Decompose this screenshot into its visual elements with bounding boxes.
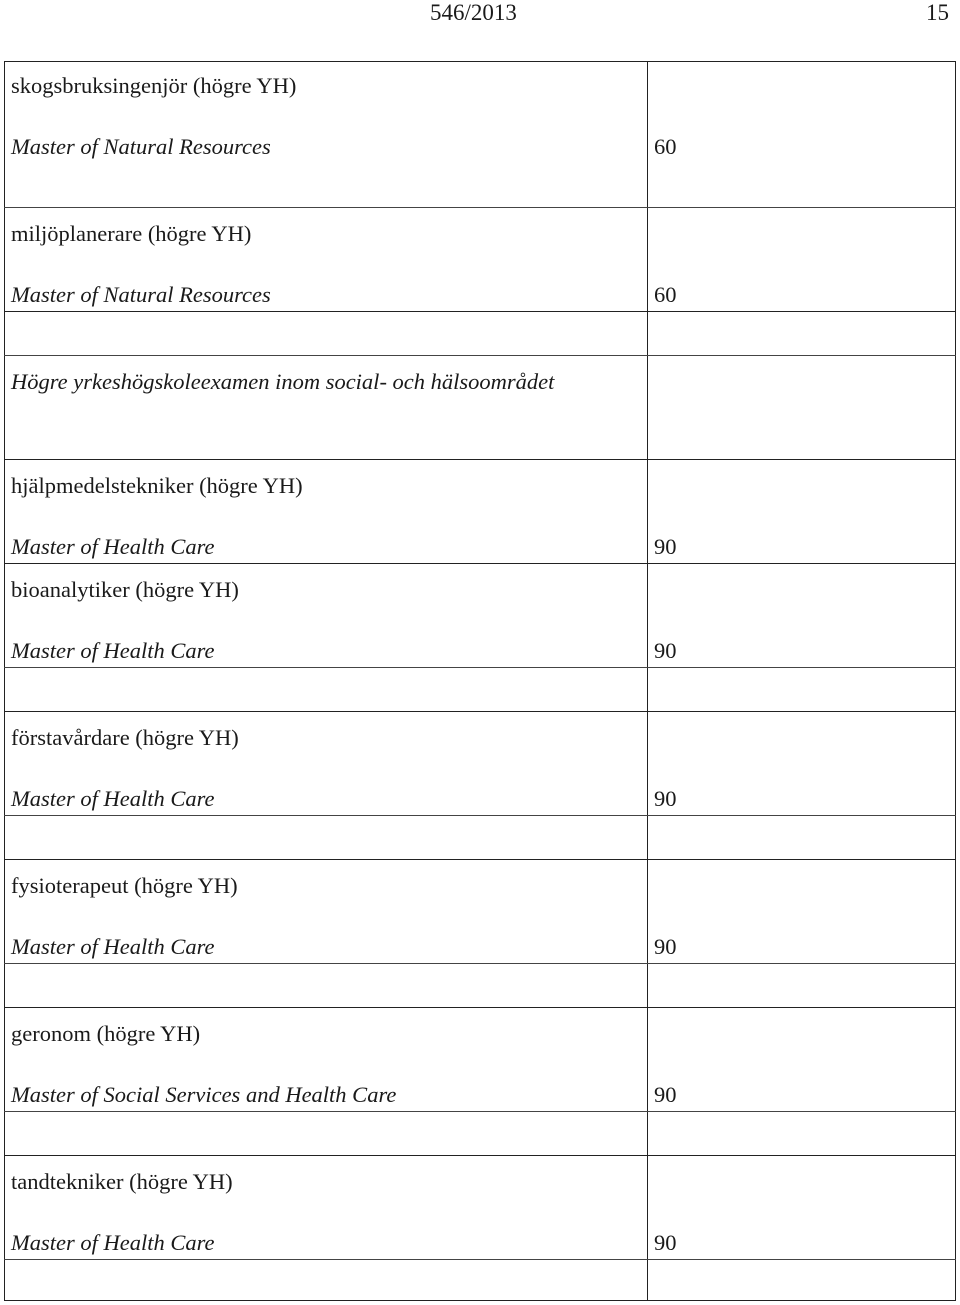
degree-name: Master of Health Care [11, 638, 215, 663]
credits-value: 60 [654, 134, 677, 159]
page-number: 15 [926, 0, 949, 25]
row-divider [4, 1007, 956, 1008]
occupation-title: geronom (högre YH) [11, 1021, 201, 1046]
degree-name: Master of Natural Resources [11, 282, 271, 307]
credits-value: 90 [654, 1230, 677, 1255]
credits-value: 90 [654, 534, 677, 559]
table-border-right [955, 61, 956, 1301]
row-divider [4, 1155, 956, 1156]
credits-value: 90 [654, 1082, 677, 1107]
occupation-title: miljöplanerare (högre YH) [11, 221, 252, 246]
document-number: 546/2013 [430, 0, 517, 25]
row-divider [4, 667, 956, 668]
degree-table [4, 61, 956, 1301]
row-divider [4, 563, 956, 564]
section-heading: Högre yrkeshögskoleexamen inom social- och hälsoområdet [11, 369, 555, 394]
row-divider [4, 459, 956, 460]
occupation-title: bioanalytiker (högre YH) [11, 577, 239, 602]
degree-name: Master of Health Care [11, 934, 215, 959]
occupation-title: förstavårdare (högre YH) [11, 725, 239, 750]
row-divider [4, 963, 956, 964]
page-header [0, 0, 960, 40]
table-border-bottom [4, 1300, 956, 1301]
credits-value: 90 [654, 786, 677, 811]
occupation-title: tandtekniker (högre YH) [11, 1169, 233, 1194]
degree-name: Master of Health Care [11, 1230, 215, 1255]
row-divider [4, 311, 956, 312]
row-divider [4, 859, 956, 860]
table-border-top [4, 61, 956, 62]
degree-name: Master of Natural Resources [11, 134, 271, 159]
row-divider [4, 1111, 956, 1112]
credits-value: 90 [654, 934, 677, 959]
row-divider [4, 815, 956, 816]
occupation-title: fysioterapeut (högre YH) [11, 873, 238, 898]
credits-value: 60 [654, 282, 677, 307]
degree-name: Master of Health Care [11, 786, 215, 811]
column-divider [647, 61, 648, 1301]
occupation-title: skogsbruksingenjör (högre YH) [11, 73, 297, 98]
degree-name: Master of Health Care [11, 534, 215, 559]
row-divider [4, 1259, 956, 1260]
degree-name: Master of Social Services and Health Care [11, 1082, 397, 1107]
credits-value: 90 [654, 638, 677, 663]
table-border-left [4, 61, 5, 1301]
row-divider [4, 711, 956, 712]
row-divider [4, 207, 956, 208]
row-divider [4, 355, 956, 356]
occupation-title: hjälpmedelstekniker (högre YH) [11, 473, 303, 498]
